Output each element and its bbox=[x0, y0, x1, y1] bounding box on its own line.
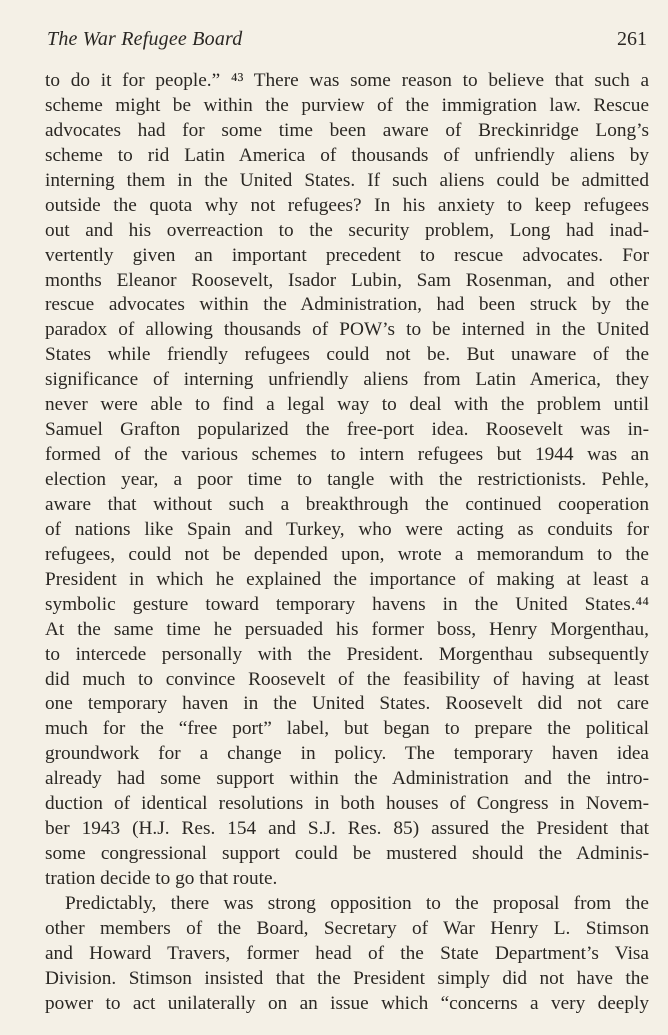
text-line: out and his overreaction to the security problem, Long had inad- bbox=[45, 219, 649, 241]
text-line: advocates had for some time been aware of Breckinridge Long’s bbox=[45, 119, 649, 141]
text-line: much for the “free port” label, but began to prepare the political bbox=[45, 718, 649, 740]
text-line: interning them in the United States. If such aliens could be admitted bbox=[45, 169, 649, 191]
text-line: and Howard Travers, former head of the State Department’s Visa bbox=[45, 942, 649, 964]
text-line: refugees, could not be depended upon, wrote a memorandum to the bbox=[45, 543, 649, 565]
text-line: vertently given an important precedent to rescue advocates. For bbox=[45, 244, 649, 266]
text-line: scheme to rid Latin America of thousands of unfriendly aliens by bbox=[45, 144, 649, 166]
text-line: did much to convince Roosevelt of the feasibility of having at least bbox=[45, 668, 649, 690]
text-line: never were able to find a legal way to deal with the problem until bbox=[45, 394, 649, 416]
text-line: power to act unilaterally on an issue which “concerns a very deeply bbox=[45, 992, 649, 1014]
text-line: rescue advocates within the Administration, had been struck by the bbox=[45, 294, 649, 316]
text-line: At the same time he persuaded his former boss, Henry Morgenthau, bbox=[45, 618, 649, 640]
text-line: to intercede personally with the President. Morgenthau subsequently bbox=[45, 643, 649, 665]
text-line: symbolic gesture toward temporary havens in the United States.⁴⁴ bbox=[45, 593, 649, 615]
text-line: States while friendly refugees could not be. But unaware of the bbox=[45, 344, 649, 366]
text-line: ber 1943 (H.J. Res. 154 and S.J. Res. 85) assured the President that bbox=[45, 818, 649, 840]
text-line: to do it for people.” ⁴³ There was some reason to believe that such a bbox=[45, 70, 649, 91]
body-text bbox=[45, 69, 649, 1017]
running-head bbox=[47, 28, 647, 58]
text-line: one temporary haven in the United States. Roosevelt did not care bbox=[45, 693, 649, 715]
text-line: formed of the various schemes to intern refugees but 1944 was an bbox=[45, 444, 649, 466]
text-line: duction of identical resolutions in both houses of Congress in Novem- bbox=[45, 793, 649, 815]
text-line: Division. Stimson insisted that the President simply did not have the bbox=[45, 967, 649, 989]
text-line: scheme might be within the purview of the immigration law. Rescue bbox=[45, 94, 649, 116]
text-line: other members of the Board, Secretary of War Henry L. Stimson bbox=[45, 917, 649, 939]
text-line: significance of interning unfriendly aliens from Latin America, they bbox=[45, 369, 649, 391]
text-line: election year, a poor time to tangle with the restrictionists. Pehle, bbox=[45, 469, 649, 490]
text-line: aware that without such a breakthrough the continued cooperation bbox=[45, 493, 649, 515]
text-line: tration decide to go that route. bbox=[45, 868, 278, 889]
text-line: paradox of allowing thousands of POW’s to be interned in the United bbox=[45, 319, 649, 341]
running-title: The War Refugee Board bbox=[47, 28, 243, 50]
text-line: of nations like Spain and Turkey, who were acting as conduits for bbox=[45, 518, 649, 540]
text-line: already had some support within the Administration and the intro- bbox=[45, 768, 649, 790]
page-number: 261 bbox=[617, 28, 647, 50]
text-line: President in which he explained the importance of making at least a bbox=[45, 568, 649, 590]
text-line: groundwork for a change in policy. The temporary haven idea bbox=[45, 743, 649, 765]
text-line: Samuel Grafton popularized the free-port idea. Roosevelt was in- bbox=[45, 419, 649, 441]
text-line: months Eleanor Roosevelt, Isador Lubin, Sam Rosenman, and other bbox=[45, 269, 649, 291]
text-line: Predictably, there was strong opposition to the proposal from the bbox=[65, 892, 649, 914]
text-line: some congressional support could be mustered should the Adminis- bbox=[45, 843, 649, 865]
text-line: outside the quota why not refugees? In his anxiety to keep refugees bbox=[45, 194, 649, 216]
